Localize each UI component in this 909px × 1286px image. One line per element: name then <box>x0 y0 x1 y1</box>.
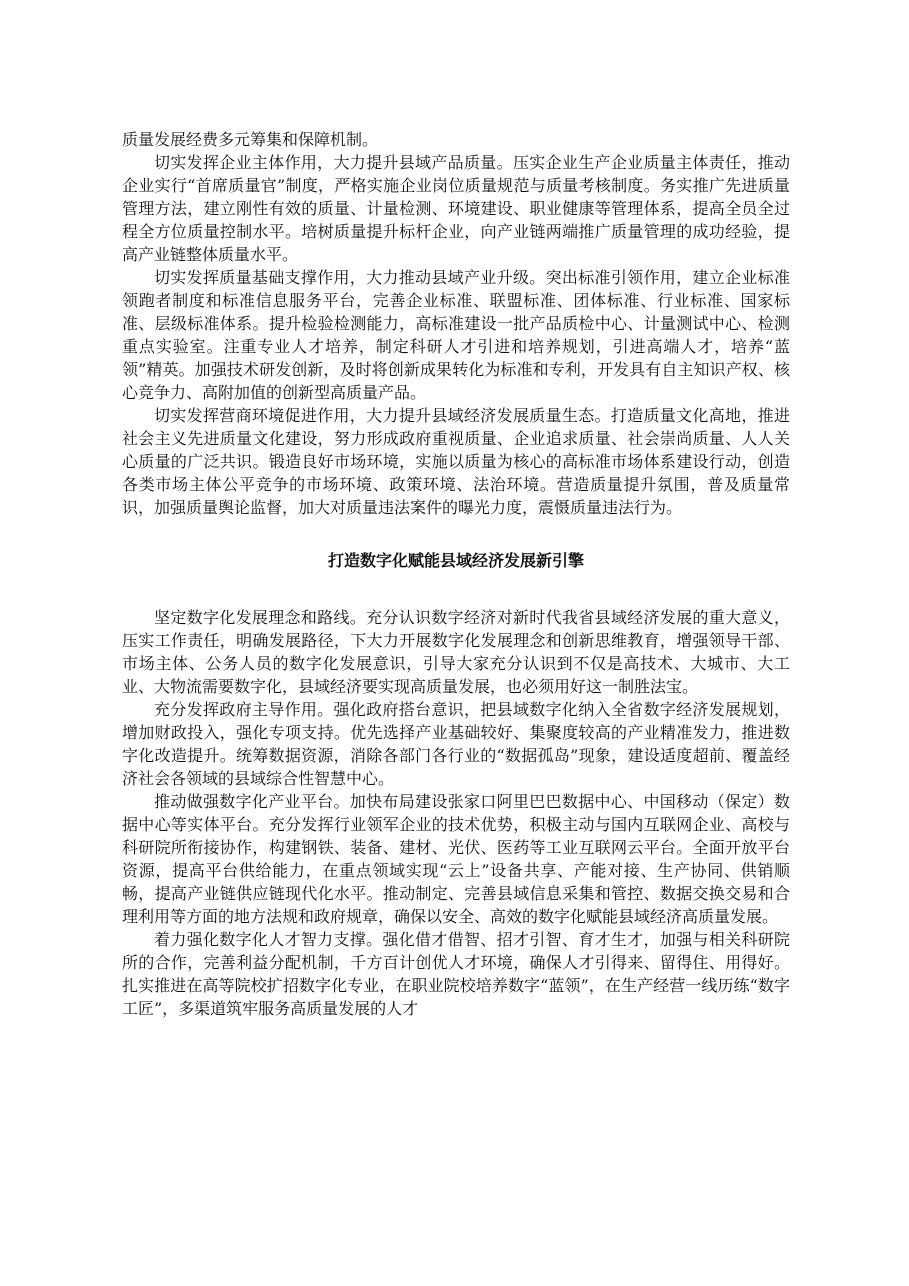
paragraph-enterprise-quality: 切实发挥企业主体作用，大力提升县域产品质量。压实企业生产企业质量主体责任，推动企业实行“首席质量官”制度，严格实施企业岗位质量规范与质量考核制度。务实推广先进质量管理方法，建立刚性有效的质量、计量检测、环境建设、职业健康等管理体系，提高全员全过程全方位质量控制水平。培树质量提升标杆企业，向产业链两端推广质量管理的成功经验，提高产业链整体质量水平。 <box>122 153 790 264</box>
paragraph-digital-platform: 推动做强数字化产业平台。加快布局建设张家口阿里巴巴数据中心、中国移动（保定）数据中心等实体平台。充分发挥行业领军企业的技术优势，积极主动与国内互联网企业、高校与科研院所衔接协作，构建钢铁、装备、建材、光伏、医药等工业互联网云平台。全面开放平台资源，提高平台供给能力，在重点领域实现“云上”设备共享、产能对接、生产协同、供销顺畅，提高产业链供应链现代化水平。推动制定、完善县域信息采集和管控、数据交换交易和合理利用等方面的地方法规和政府规章，确保以安全、高效的数字化赋能县域经济高质量发展。 <box>122 792 790 926</box>
paragraph-quality-foundation: 切实发挥质量基础支撑作用，大力推动县域产业升级。突出标准引领作用，建立企业标准领跑者制度和标准信息服务平台，完善企业标准、联盟标准、团体标准、行业标准、国家标准、层级标准体系。提升检验检测能力，高标准建设一批产品质检中心、计量测试中心、检测重点实验室。注重专业人才培养，制定科研人才引进和培养规划，引进高端人才，培养“蓝领”精英。加强技术研发创新，及时将创新成果转化为标准和专利，开发具有自主知识产权、核心竞争力、高附加值的创新型高质量产品。 <box>122 268 790 402</box>
section-title: 打造数字化赋能县域经济发展新引擎 <box>327 551 584 570</box>
document-page <box>122 128 790 1020</box>
paragraph-continuation: 质量发展经费多元筹集和保障机制。 <box>122 130 379 149</box>
paragraph-digital-concept: 坚定数字化发展理念和路线。充分认识数字经济对新时代我省县域经济发展的重大意义，压实工作责任，明确发展路径，下大力开展数字化发展理念和创新思维教育，增强领导干部、市场主体、公务人员的数字化发展意识，引导大家充分认识到不仅是高技术、大城市、大工业、大物流需要数字化，县域经济要实现高质量发展，也必须用好这一制胜法宝。 <box>122 608 790 696</box>
paragraph-government-role: 充分发挥政府主导作用。强化政府搭台意识，把县域数字化纳入全省数字经济发展规划，增加财政投入，强化专项支持。优先选择产业基础较好、集聚度较高的产业精准发力，推进数字化改造提升。统筹数据资源，消除各部门各行业的“数据孤岛”现象，建设适度超前、覆盖经济社会各领域的县域综合性智慧中心。 <box>122 700 790 788</box>
paragraph-business-environment: 切实发挥营商环境促进作用，大力提升县域经济发展质量生态。打造质量文化高地，推进社会主义先进质量文化建设，努力形成政府重视质量、企业追求质量、社会崇尚质量、人人关心质量的广泛共识。锻造良好市场环境，实施以质量为核心的高标准市场体系建设行动，创造各类市场主体公平竞争的市场环境、政策环境、法治环境。营造质量提升氛围，普及质量常识，加强质量舆论监督，加大对质量违法案件的曝光力度，震慑质量违法行为。 <box>122 406 790 517</box>
paragraph-digital-talent: 着力强化数字化人才智力支撑。强化借才借智、招才引智、育才生才，加强与相关科研院所的合作，完善利益分配机制，千方百计创优人才环境，确保人才引得来、留得住、用得好。扎实推进在高等院校扩招数字化专业，在职业院校培养数字“蓝领”，在生产经营一线历练“数字工匠”，多渠道筑牢服务高质量发展的人才 <box>122 930 790 1018</box>
